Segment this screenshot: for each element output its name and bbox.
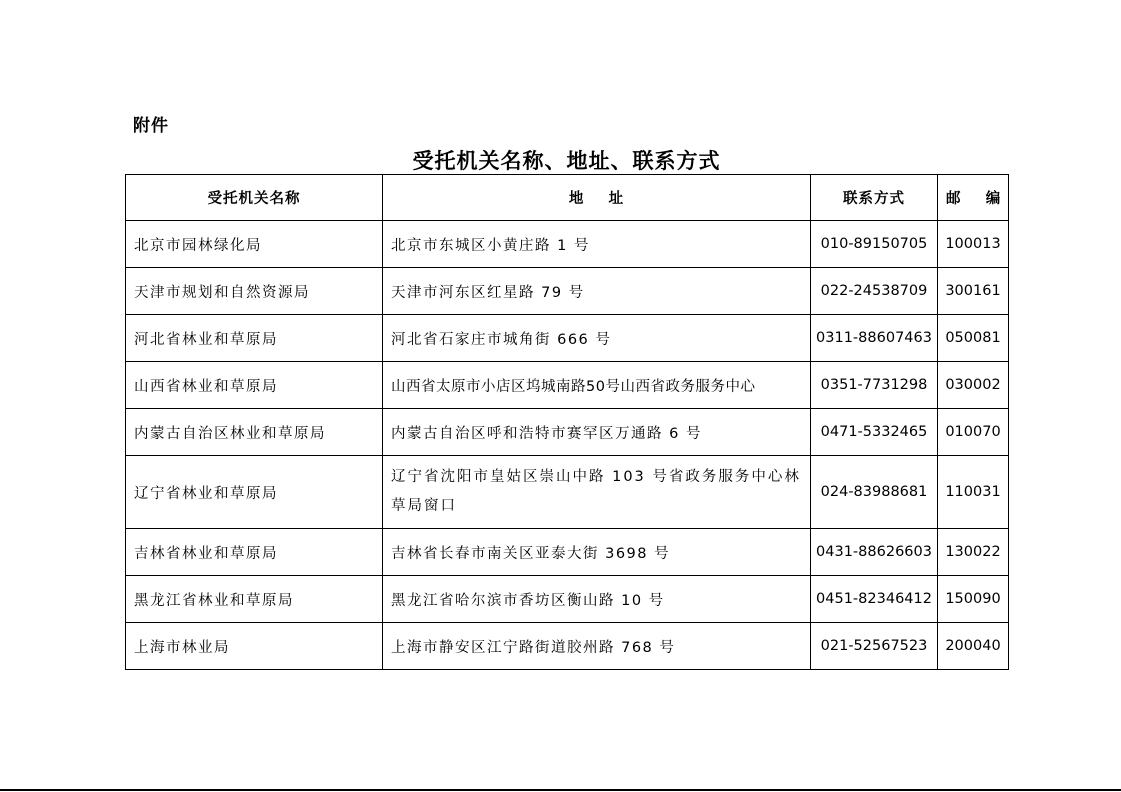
header-name: 受托机关名称 — [126, 175, 383, 221]
agency-phone: 021-52567523 — [811, 623, 938, 670]
table-row — [126, 529, 1009, 576]
agency-name: 吉林省林业和草原局 — [126, 529, 383, 576]
table-row — [126, 576, 1009, 623]
agency-address: 天津市河东区红星路 79 号 — [383, 268, 811, 315]
table-row — [126, 221, 1009, 268]
agency-postcode: 110031 — [938, 456, 1009, 529]
agency-name: 上海市林业局 — [126, 623, 383, 670]
agency-name: 河北省林业和草原局 — [126, 315, 383, 362]
agency-address: 上海市静安区江宁路街道胶州路 768 号 — [383, 623, 811, 670]
document-title: 受托机关名称、地址、联系方式 — [412, 148, 721, 173]
agency-name: 黑龙江省林业和草原局 — [126, 576, 383, 623]
table-row — [126, 409, 1009, 456]
agency-postcode: 300161 — [938, 268, 1009, 315]
table-row — [126, 315, 1009, 362]
attachment-label: 附件 — [133, 116, 169, 136]
agency-name: 辽宁省林业和草原局 — [126, 456, 383, 529]
agency-address: 黑龙江省哈尔滨市香坊区衡山路 10 号 — [383, 576, 811, 623]
agency-postcode: 200040 — [938, 623, 1009, 670]
agency-name: 山西省林业和草原局 — [126, 362, 383, 409]
agency-address: 山西省太原市小店区坞城南路50号山西省政务服务中心 — [383, 362, 811, 409]
page-bottom-rule — [0, 789, 1121, 791]
agency-name: 天津市规划和自然资源局 — [126, 268, 383, 315]
agency-phone: 0451-82346412 — [811, 576, 938, 623]
agency-postcode: 100013 — [938, 221, 1009, 268]
table-row — [126, 268, 1009, 315]
agency-phone: 0351-7731298 — [811, 362, 938, 409]
agency-postcode: 130022 — [938, 529, 1009, 576]
agency-postcode: 050081 — [938, 315, 1009, 362]
header-address: 地 址 — [383, 175, 811, 221]
agency-phone: 010-89150705 — [811, 221, 938, 268]
agency-name: 内蒙古自治区林业和草原局 — [126, 409, 383, 456]
agency-postcode: 010070 — [938, 409, 1009, 456]
agency-phone: 0431-88626603 — [811, 529, 938, 576]
agency-phone: 022-24538709 — [811, 268, 938, 315]
header-postcode: 邮 编 — [938, 175, 1009, 221]
agency-phone: 0471-5332465 — [811, 409, 938, 456]
agency-table — [125, 174, 1009, 670]
agency-phone: 0311-88607463 — [811, 315, 938, 362]
agency-postcode: 030002 — [938, 362, 1009, 409]
table-row — [126, 456, 1009, 529]
table-row — [126, 623, 1009, 670]
agency-address: 辽宁省沈阳市皇姑区崇山中路 103 号省政务服务中心林草局窗口 — [383, 456, 811, 529]
header-phone: 联系方式 — [811, 175, 938, 221]
agency-address: 吉林省长春市南关区亚泰大街 3698 号 — [383, 529, 811, 576]
agency-phone: 024-83988681 — [811, 456, 938, 529]
agency-postcode: 150090 — [938, 576, 1009, 623]
agency-address: 内蒙古自治区呼和浩特市赛罕区万通路 6 号 — [383, 409, 811, 456]
agency-address: 北京市东城区小黄庄路 1 号 — [383, 221, 811, 268]
agency-name: 北京市园林绿化局 — [126, 221, 383, 268]
table-row — [126, 362, 1009, 409]
agency-address: 河北省石家庄市城角街 666 号 — [383, 315, 811, 362]
table-header-row — [126, 175, 1009, 221]
